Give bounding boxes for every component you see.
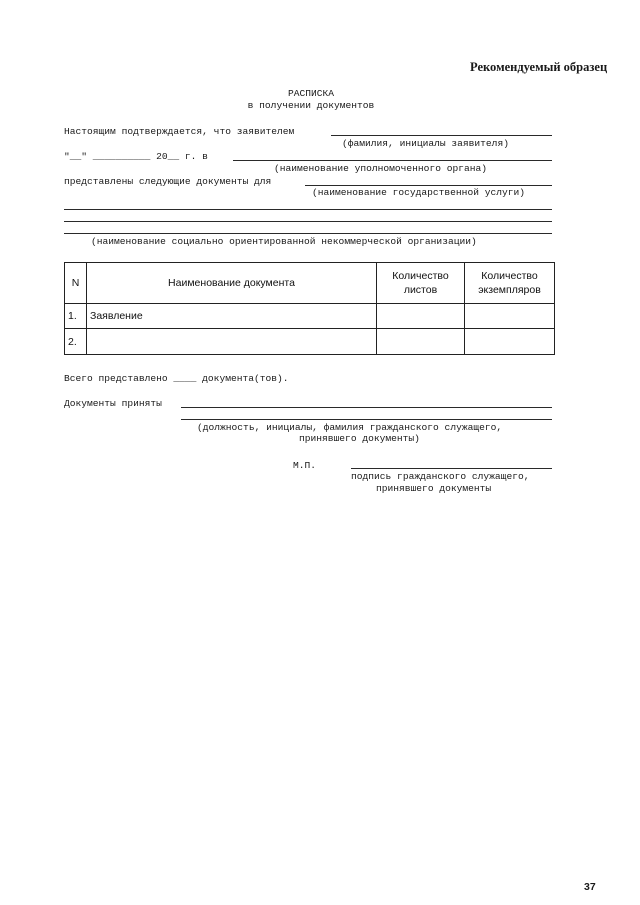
row-number: 1. [65, 304, 87, 329]
service-name-line [305, 185, 552, 186]
column-header-copy-count: Количество экземпляров [465, 263, 555, 304]
signature-line [351, 468, 552, 469]
column-header-number: N [65, 263, 87, 304]
document-name-cell: Заявление [87, 304, 377, 329]
column-header-document-name: Наименование документа [87, 263, 377, 304]
organization-line-1 [64, 209, 552, 210]
copy-count-cell [465, 304, 555, 329]
authority-name-line [233, 160, 552, 161]
accepted-by-caption-cont: принявшего документы) [299, 433, 420, 444]
confirmation-text: Настоящим подтверждается, что заявителем [64, 126, 295, 137]
document-title: РАСПИСКА [287, 88, 335, 99]
page-number: 37 [584, 881, 596, 893]
organization-line-3 [64, 233, 552, 234]
signature-caption: подпись гражданского служащего, [351, 471, 530, 482]
accepted-by-caption: (должность, инициалы, фамилия гражданского служащего, [197, 422, 503, 433]
accepted-by-line-2 [181, 419, 552, 420]
documents-provided-text: представлены следующие документы для [64, 176, 272, 187]
document-subtitle: в получении документов [247, 100, 375, 111]
recommended-sample-label: Рекомендуемый образец [470, 60, 608, 74]
sheet-count-cell [377, 329, 465, 355]
signature-caption-cont: принявшего документы [376, 483, 492, 494]
column-header-sheet-count: Количество листов [377, 263, 465, 304]
service-name-caption: (наименование государственной услуги) [312, 187, 526, 198]
row-number: 2. [65, 329, 87, 355]
accepted-by-line-1 [181, 407, 552, 408]
organization-caption: (наименование социально ориентированной некоммерческой организации) [91, 236, 477, 247]
organization-line-2 [64, 221, 552, 222]
stamp-place-label: М.П. [293, 460, 317, 471]
table-row [65, 304, 555, 329]
date-text: "__" __________ 20__ г. в [64, 151, 208, 162]
documents-table [64, 262, 555, 355]
documents-accepted-label: Документы приняты [64, 398, 162, 409]
document-name-cell [87, 329, 377, 355]
total-documents-text: Всего представлено ____ документа(тов). [64, 373, 289, 384]
table-header-row [65, 263, 555, 304]
sheet-count-cell [377, 304, 465, 329]
authority-name-caption: (наименование уполномоченного органа) [274, 163, 488, 174]
copy-count-cell [465, 329, 555, 355]
applicant-name-line [331, 135, 552, 136]
applicant-name-caption: (фамилия, инициалы заявителя) [342, 138, 509, 149]
table-row [65, 329, 555, 355]
